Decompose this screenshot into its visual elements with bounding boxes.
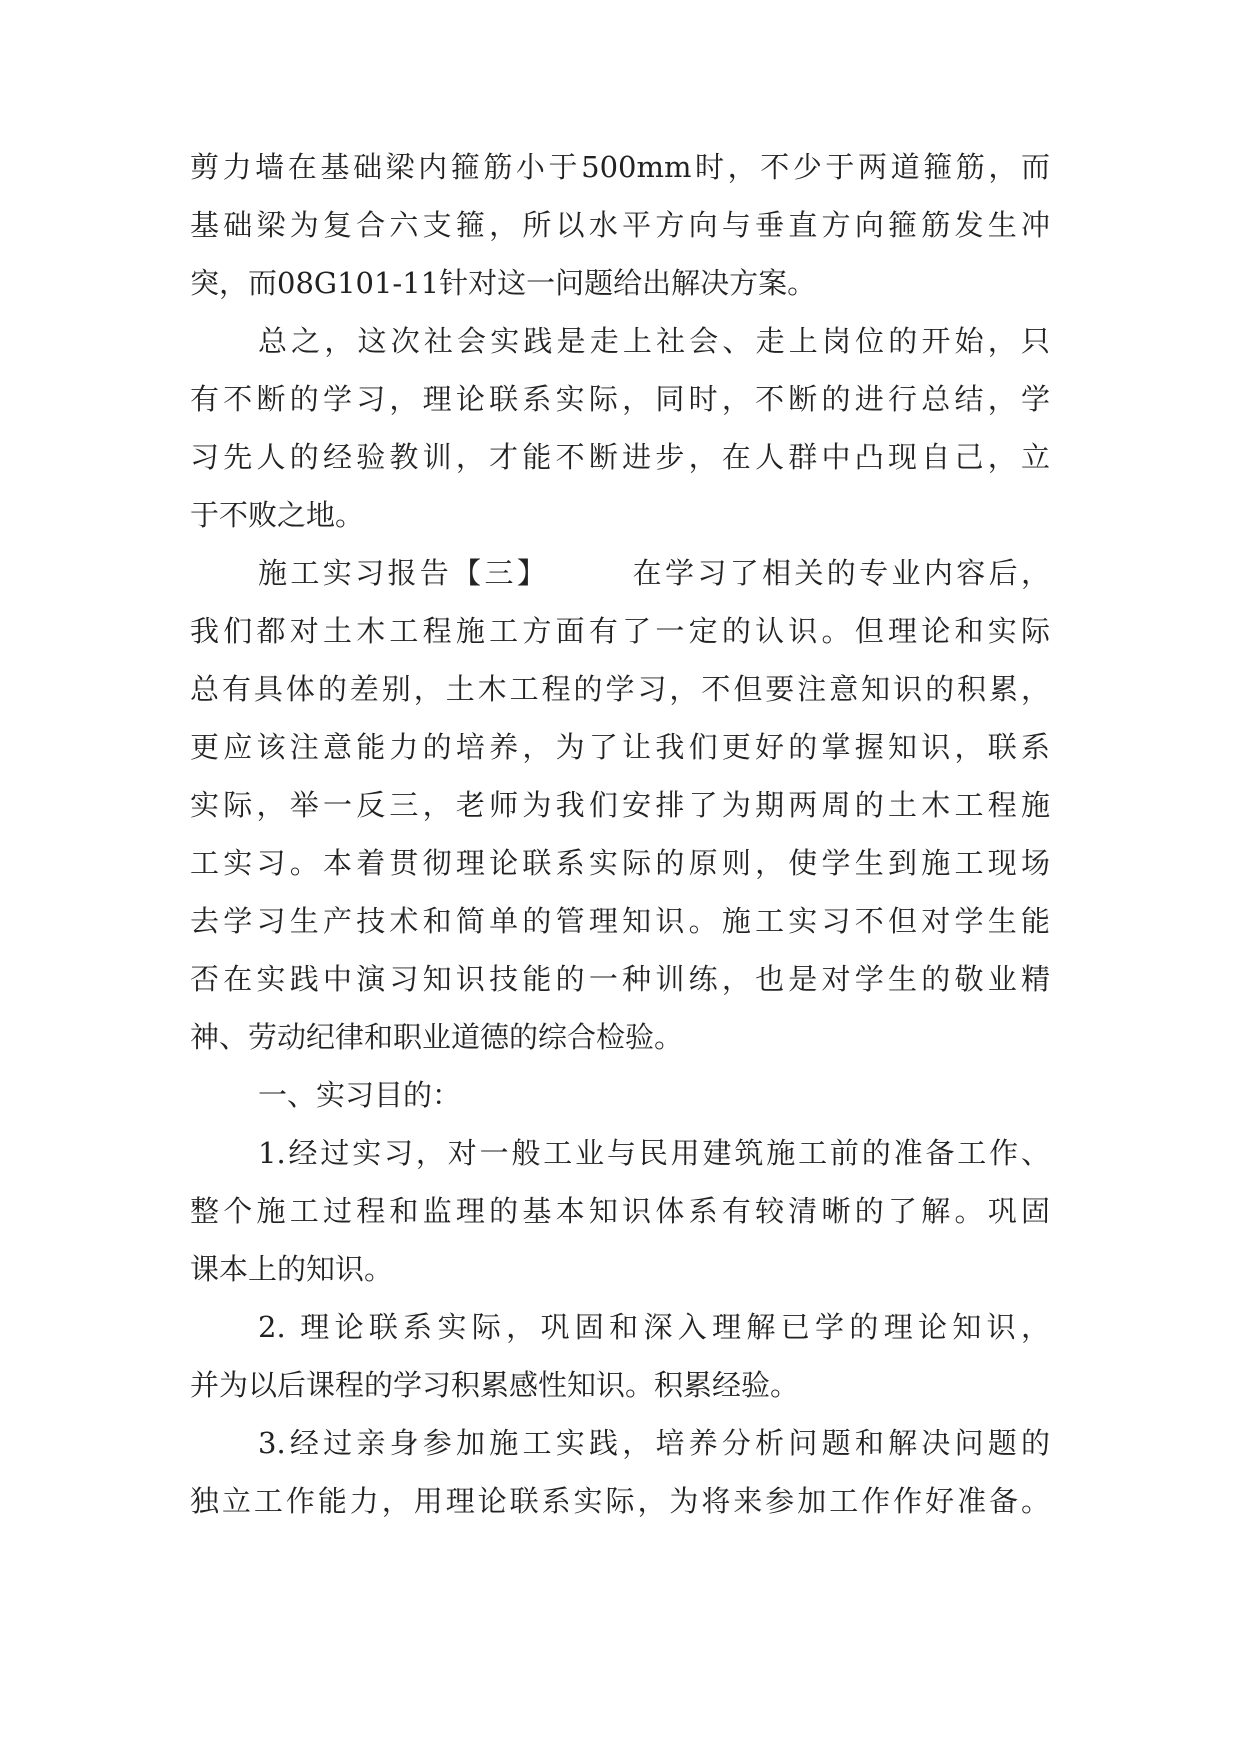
text-line: 习先人的经验教训，才能不断进步，在人群中凸现自己，立 — [190, 440, 1050, 474]
text-line: 2. 理论联系实际，巩固和深入理解已学的理论知识， — [258, 1310, 1050, 1344]
text-line: 总之，这次社会实践是走上社会、走上岗位的开始，只 — [258, 324, 1050, 358]
text-line: 课本上的知识。 — [190, 1252, 394, 1286]
text-line: 突，而08G101-11针对这一问题给出解决方案。 — [190, 266, 817, 300]
section-heading-line — [258, 544, 1050, 602]
section-heading: 施工实习报告【三】 — [258, 556, 550, 590]
text-line: 于不败之地。 — [190, 498, 365, 532]
text-line: 去学习生产技术和简单的管理知识。施工实习不但对学生能 — [190, 904, 1050, 938]
text-line: 有不断的学习，理论联系实际，同时，不断的进行总结，学 — [190, 382, 1050, 416]
text-line: 并为以后课程的学习积累感性知识。积累经验。 — [190, 1368, 800, 1402]
text-line: 神、劳动纪律和职业道德的综合检验。 — [190, 1020, 684, 1054]
text-line: 实际，举一反三，老师为我们安排了为期两周的土木工程施 — [190, 788, 1050, 822]
text-fragment: 在学习了相关的专业内容后， — [629, 556, 1050, 590]
text-line: 工实习。本着贯彻理论联系实际的原则，使学生到施工现场 — [190, 846, 1050, 880]
text-line: 整个施工过程和监理的基本知识体系有较清晰的了解。巩固 — [190, 1194, 1050, 1228]
text-line: 独立工作能力，用理论联系实际，为将来参加工作作好准备。 — [190, 1484, 1050, 1518]
text-line: 1.经过实习，对一般工业与民用建筑施工前的准备工作、 — [258, 1136, 1050, 1170]
text-line: 否在实践中演习知识技能的一种训练，也是对学生的敬业精 — [190, 962, 1050, 996]
text-line: 基础梁为复合六支箍，所以水平方向与垂直方向箍筋发生冲 — [190, 208, 1050, 242]
text-line: 3.经过亲身参加施工实践，培养分析问题和解决问题的 — [258, 1426, 1050, 1460]
text-line: 更应该注意能力的培养，为了让我们更好的掌握知识，联系 — [190, 730, 1050, 764]
subheading-line: 一、实习目的： — [258, 1078, 462, 1112]
text-line: 我们都对土木工程施工方面有了一定的认识。但理论和实际 — [190, 614, 1050, 648]
text-line: 总有具体的差别，土木工程的学习，不但要注意知识的积累， — [190, 672, 1050, 706]
text-line: 剪力墙在基础梁内箍筋小于500mm时，不少于两道箍筋，而 — [190, 150, 1050, 184]
